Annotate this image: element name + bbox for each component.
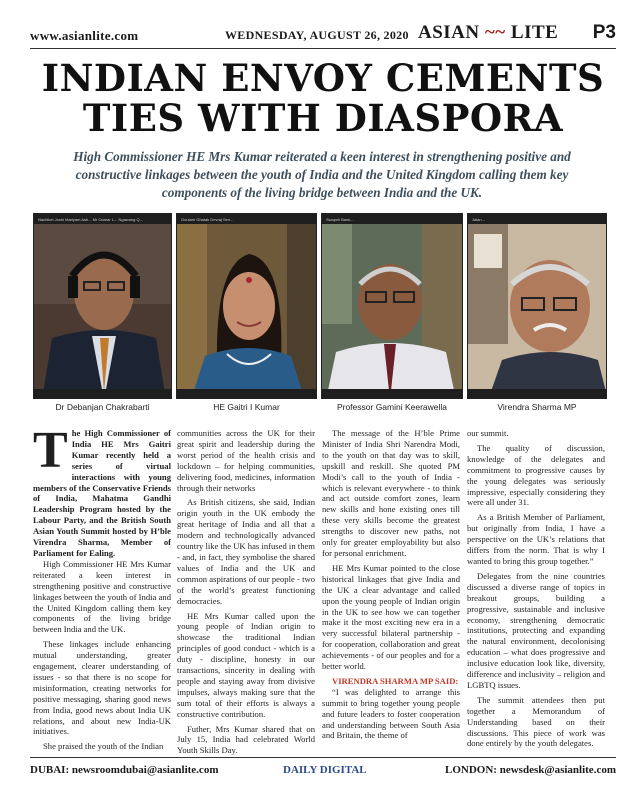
article-paragraph: Futher, Mrs Kumar shared that on July 15, India had celebrated World Youth Skills Day.: [177, 723, 315, 756]
portrait-image: [34, 214, 172, 399]
standfirst: High Commissioner HE Mrs Kumar reiterated a keen interest in strengthening positive and constructive linkages between the youth of India and the United Kingdom calling them key components of the living bridge between India and the UK.: [73, 149, 571, 200]
footer-london-email: LONDON: newsdesk@asianlite.com: [445, 764, 616, 776]
article-paragraph: HE Mrs Kumar pointed to the close historical linkages that give India and the UK a clear advantage and called upon the young people of Indian origin in the UK to see how we can together make it the most exciting new era in a very successful bilateral partnership - for cooperation, collaboration and great achievements - of our peoples and for a better world.: [322, 562, 460, 672]
portrait-image: [177, 214, 317, 399]
page-number: P3: [592, 22, 616, 43]
photo-gaitri-kumar: [176, 213, 317, 399]
lead-paragraph: The High Commissioner of India HE Mrs Gaitri Kumar recently held a series of virtual interactions with young members of the Conservative Friends of India, Mahatma Gandhi Leadership Program hosted by the Labour Party, and the British South Asian Youth Summit hosted by H’ble Virendra Sharma, Member of Parliament for Ealing.: [33, 422, 171, 558]
portrait-image: [468, 214, 607, 399]
article-paragraph: As British citizens, she said, Indian origin youth in the UK embody the great heritage of India and all that a modern and technologically advanced country like the UK has infused in them - and, in fact, they symbolise the shared values of India and the UK and common aspirations of our people - two of the world’s greatest functioning democracies.: [177, 497, 315, 606]
logo-asian-text: ASIAN: [418, 22, 480, 43]
photo-debanjan-chakrabarti: [33, 213, 172, 399]
article-column-1: [33, 422, 171, 752]
video-call-name-bar: Swapnil Bank...: [322, 214, 462, 224]
headline-line-2: TIES WITH DIASPORA: [82, 96, 564, 140]
logo-swoosh-icon: ~~: [484, 22, 506, 43]
article-paragraph: our summit.: [467, 428, 509, 438]
article-paragraph: The message of the H’ble Prime Minister of India Shri Narendra Modi, to the youth on that day was to skill, upskill and reskill. She quoted PM Modi’s call to the youth of India - which is relevant everywhere - to think and act outside comfort zones, learn new skills and hone existing ones till these very skills become the greatest strengths to discover new paths, not only for greater employability but also for personal enrichment.: [322, 428, 460, 558]
publication-logo: [418, 22, 558, 44]
portrait-image: [322, 214, 463, 399]
photo-gamini-keerawella: [321, 213, 463, 399]
video-call-name-bar: Jalan...: [468, 214, 606, 224]
photo-caption: Professor Gamini Keerawella: [336, 402, 448, 412]
article-paragraph: HE Mrs Kumar called upon the young people of Indian origin to showcase the traditional Indian principles of good conduct - which is a duty - discipline, honesty in our transactions, sincerity in dealing with people and staying away from divisive impulses, always making sure that the sum total of their efforts is always a constructive contribution.: [177, 610, 315, 719]
photo-caption: Dr Debanjan Chakrabarti: [55, 402, 150, 412]
article-paragraph: The quality of discussion, knowledge of the delegates and commitment to progressive causes by the young delegates was seriously impressive, especially considering they were all under 31.: [467, 442, 605, 508]
photo-caption: Virendra Sharma MP: [497, 402, 577, 412]
video-call-toolbar: [34, 389, 171, 398]
issue-date: WEDNESDAY, AUGUST 26, 2020: [225, 28, 409, 42]
photo-caption: HE Gaitri I Kumar: [213, 402, 280, 412]
video-call-toolbar: [468, 389, 606, 398]
article-paragraph: “I was delighted to arrange this summit to bring together young people and future leaders to foster cooperation and understanding between South Asia and Britain, the theme of: [322, 686, 460, 741]
article-paragraph: These linkages include enhancing mutual understanding, greater engagement, clearer understanding of issues - so that there is no scope for misinformation, creating networks for positive messaging, sharing good news from India, good news about India UK relations, and about new India-UK initiatives.: [33, 639, 171, 737]
section-subhead: VIRENDRA SHARMA MP SAID:: [332, 675, 459, 686]
header-rule: [30, 48, 616, 49]
article-paragraph: High Commissioner HE Mrs Kumar reiterated a keen interest in strengthening positive and constructive linkages between the youth of India and the United Kingdom calling them key components of the living bridge between India and the UK.: [33, 558, 171, 635]
masthead: [30, 20, 616, 46]
headline-line-1: INDIAN ENVOY CEMENTS: [41, 56, 605, 100]
video-call-name-bar: Nachiket Joshi Mariyam Ash... Mr Oumar L... Ngawang Q...: [34, 214, 171, 224]
page-footer: [30, 760, 616, 780]
article-column-2: [177, 428, 315, 756]
video-call-name-bar: Goutam Ghatak Devraj Sen...: [177, 214, 316, 224]
article-paragraph: Delegates from the nine countries discussed a diverse range of topics in breakout groups, building a progressive, sustainable and inclusive economy, strengthening democratic institutions, protecting and expanding the natural environment, decolonising education – what does progressive and inclusive education look like, diversity, difference and inclusivity – religion and LGBTQ issues.: [467, 570, 605, 690]
video-call-toolbar: [322, 389, 462, 398]
article-column-4: [467, 428, 605, 749]
footer-edition-label: DAILY DIGITAL: [283, 764, 367, 776]
footer-rule: [30, 757, 616, 758]
article-paragraph: She praised the youth of the Indian: [43, 741, 164, 752]
headline: [30, 58, 616, 138]
article-column-3: [322, 428, 460, 741]
article-paragraph: communities across the UK for their great spirit and leadership during the worst period of the health crisis and lockdown – for helping communities, delivering food, medicines, information through their networks: [177, 428, 315, 493]
footer-dubai-email: DUBAI: newsroomdubai@asianlite.com: [30, 764, 219, 776]
video-call-toolbar: [177, 389, 316, 398]
logo-lite-text: LITE: [510, 22, 559, 43]
drop-cap: T: [33, 422, 68, 479]
photo-virendra-sharma: [467, 213, 607, 399]
article-paragraph: As a British Member of Parliament, but originally from India, I have a perspective on the UK’s relations that differs from the norm. That is why I wanted to bring this group together.”: [467, 512, 605, 566]
article-paragraph: The summit attendees then put together a Memorandum of Understanding based on their discussions. This piece of work was done entirely by the youth delegates.: [467, 694, 605, 749]
site-url: www.asianlite.com: [30, 28, 139, 43]
